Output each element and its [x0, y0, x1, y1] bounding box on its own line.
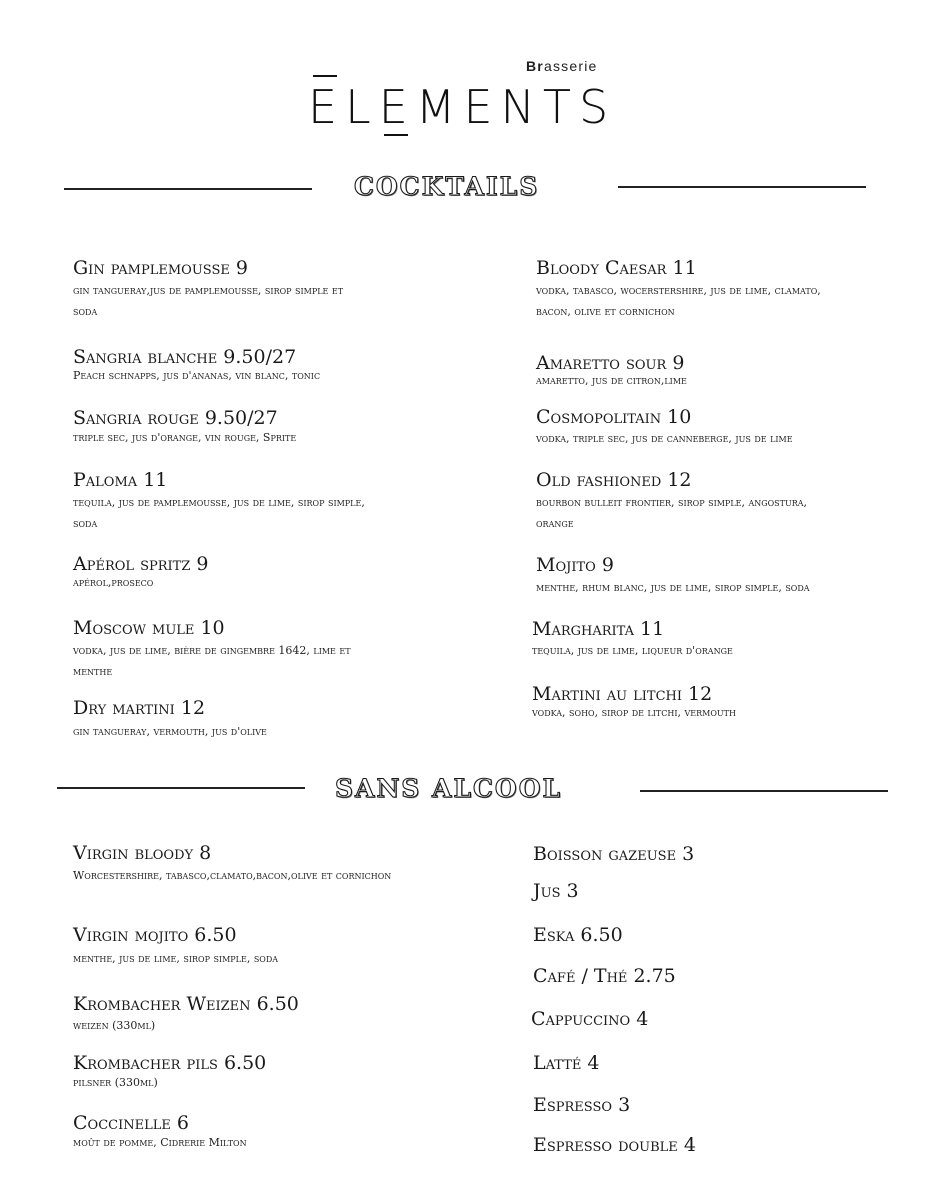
- section-title-cocktails: COCKTAILS: [354, 172, 540, 201]
- item-name: Paloma 11: [73, 469, 168, 491]
- menu-item: [73, 468, 463, 534]
- menu-item: [536, 256, 916, 322]
- divider-right: [640, 790, 888, 792]
- item-description: weizen (330ml): [73, 1019, 156, 1032]
- menu-item: [533, 923, 623, 947]
- item-description: tequila, jus de pamplemousse, jus de lime, sirop simple, soda: [73, 496, 365, 530]
- divider-left: [57, 787, 305, 789]
- menu-item: [531, 1007, 648, 1031]
- item-name: Krombacher pils 6.50: [73, 1052, 267, 1074]
- item-name: Cosmopolitain 10: [536, 406, 692, 428]
- menu-item: [536, 405, 916, 449]
- divider-right: [618, 186, 866, 188]
- item-name: Espresso double 4: [533, 1134, 696, 1156]
- item-name: Gin pamplemousse 9: [73, 257, 248, 279]
- menu-item: [536, 553, 916, 598]
- menu-item: [73, 992, 463, 1036]
- menu-item: [533, 964, 676, 988]
- divider-left: [64, 188, 312, 190]
- item-name: Coccinelle 6: [73, 1112, 189, 1134]
- menu-item: [73, 616, 463, 682]
- item-description: Peach schnapps, jus d'ananas, vin blanc, tonic: [73, 369, 321, 382]
- brand-subtitle: [526, 58, 598, 74]
- menu-item: [73, 923, 463, 970]
- item-name: Amaretto sour 9: [536, 352, 685, 374]
- item-description: menthe, jus de lime, sirop simple, soda: [73, 952, 279, 965]
- item-name: Apérol spritz 9: [73, 553, 209, 575]
- item-description: vodka, triple sec, jus de canneberge, jus de lime: [536, 432, 793, 445]
- item-name: Krombacher Weizen 6.50: [73, 993, 299, 1015]
- section-title-sans-alcool: SANS ALCOOL: [335, 774, 563, 803]
- item-name: Cappuccino 4: [531, 1008, 649, 1030]
- menu-item: [73, 406, 463, 446]
- menu-item: [532, 617, 912, 661]
- item-name: Jus 3: [533, 880, 579, 902]
- menu-item: [73, 1111, 463, 1151]
- item-name: Old fashioned 12: [536, 469, 692, 491]
- menu-item: [533, 1093, 630, 1117]
- item-name: Boisson gazeuse 3: [533, 843, 695, 865]
- item-name: Latté 4: [533, 1052, 600, 1074]
- item-description: menthe, rhum blanc, jus de lime, sirop simple, soda: [536, 581, 810, 594]
- menu-item: [536, 351, 916, 387]
- item-name: Mojito 9: [536, 554, 614, 576]
- menu-item: [533, 879, 579, 903]
- menu-item: [73, 345, 463, 383]
- menu-item: [532, 682, 912, 720]
- item-name: Margharita 11: [532, 618, 665, 640]
- logo-underbar: [384, 134, 408, 136]
- item-description: vodka, jus de lime, bière de gingembre 1642, lime et menthe: [73, 644, 351, 678]
- item-name: Eska 6.50: [533, 924, 623, 946]
- item-name: Moscow mule 10: [73, 617, 225, 639]
- item-description: Worcestershire, tabasco,clamato,bacon,olive et cornichon: [73, 869, 392, 882]
- item-description: amaretto, jus de citron,lime: [536, 374, 687, 387]
- brand-name: ELEMENTS: [308, 80, 617, 134]
- item-name: Martini au litchi 12: [532, 683, 713, 705]
- menu-item: [73, 256, 463, 322]
- item-name: Espresso 3: [533, 1094, 631, 1116]
- item-name: Bloody Caesar 11: [536, 257, 697, 279]
- item-description: triple sec, jus d'orange, vin rouge, Sprite: [73, 431, 297, 444]
- item-name: Dry martini 12: [73, 697, 206, 719]
- brand-subtitle-rest: asserie: [543, 58, 598, 74]
- logo-overbar: [313, 75, 337, 77]
- item-description: vodka, tabasco, wocerstershire, jus de lime, clamato, bacon, olive et cornichon: [536, 284, 821, 318]
- item-name: Sangria blanche 9.50/27: [73, 346, 297, 368]
- menu-item: [536, 468, 916, 534]
- item-description: pilsner (330ml): [73, 1076, 158, 1089]
- item-description: apérol,proseco: [73, 576, 154, 589]
- menu-item: [533, 842, 694, 866]
- item-name: Virgin mojito 6.50: [73, 924, 237, 946]
- item-description: tequila, jus de lime, liqueur d'orange: [532, 644, 733, 657]
- item-description: bourbon bulleit frontier, sirop simple, angostura, orange: [536, 496, 808, 530]
- menu-item: [533, 1051, 600, 1075]
- menu-item: [73, 1051, 463, 1091]
- item-description: moût de pomme, Cidrerie Milton: [73, 1136, 247, 1149]
- item-description: vodka, soho, sirop de litchi, vermouth: [532, 706, 736, 719]
- menu-item: [73, 696, 463, 744]
- brand-subtitle-bold: Br: [526, 58, 544, 74]
- item-name: Virgin bloody 8: [73, 842, 212, 864]
- item-name: Sangria rouge 9.50/27: [73, 407, 278, 429]
- menu-item: [73, 841, 463, 886]
- item-name: Café / Thé 2.75: [533, 965, 676, 987]
- item-description: gin tangueray,jus de pamplemousse, sirop simple et soda: [73, 284, 344, 318]
- menu-item: [73, 552, 463, 590]
- item-description: gin tangueray, vermouth, jus d'olive: [73, 725, 267, 738]
- menu-item: [533, 1133, 696, 1157]
